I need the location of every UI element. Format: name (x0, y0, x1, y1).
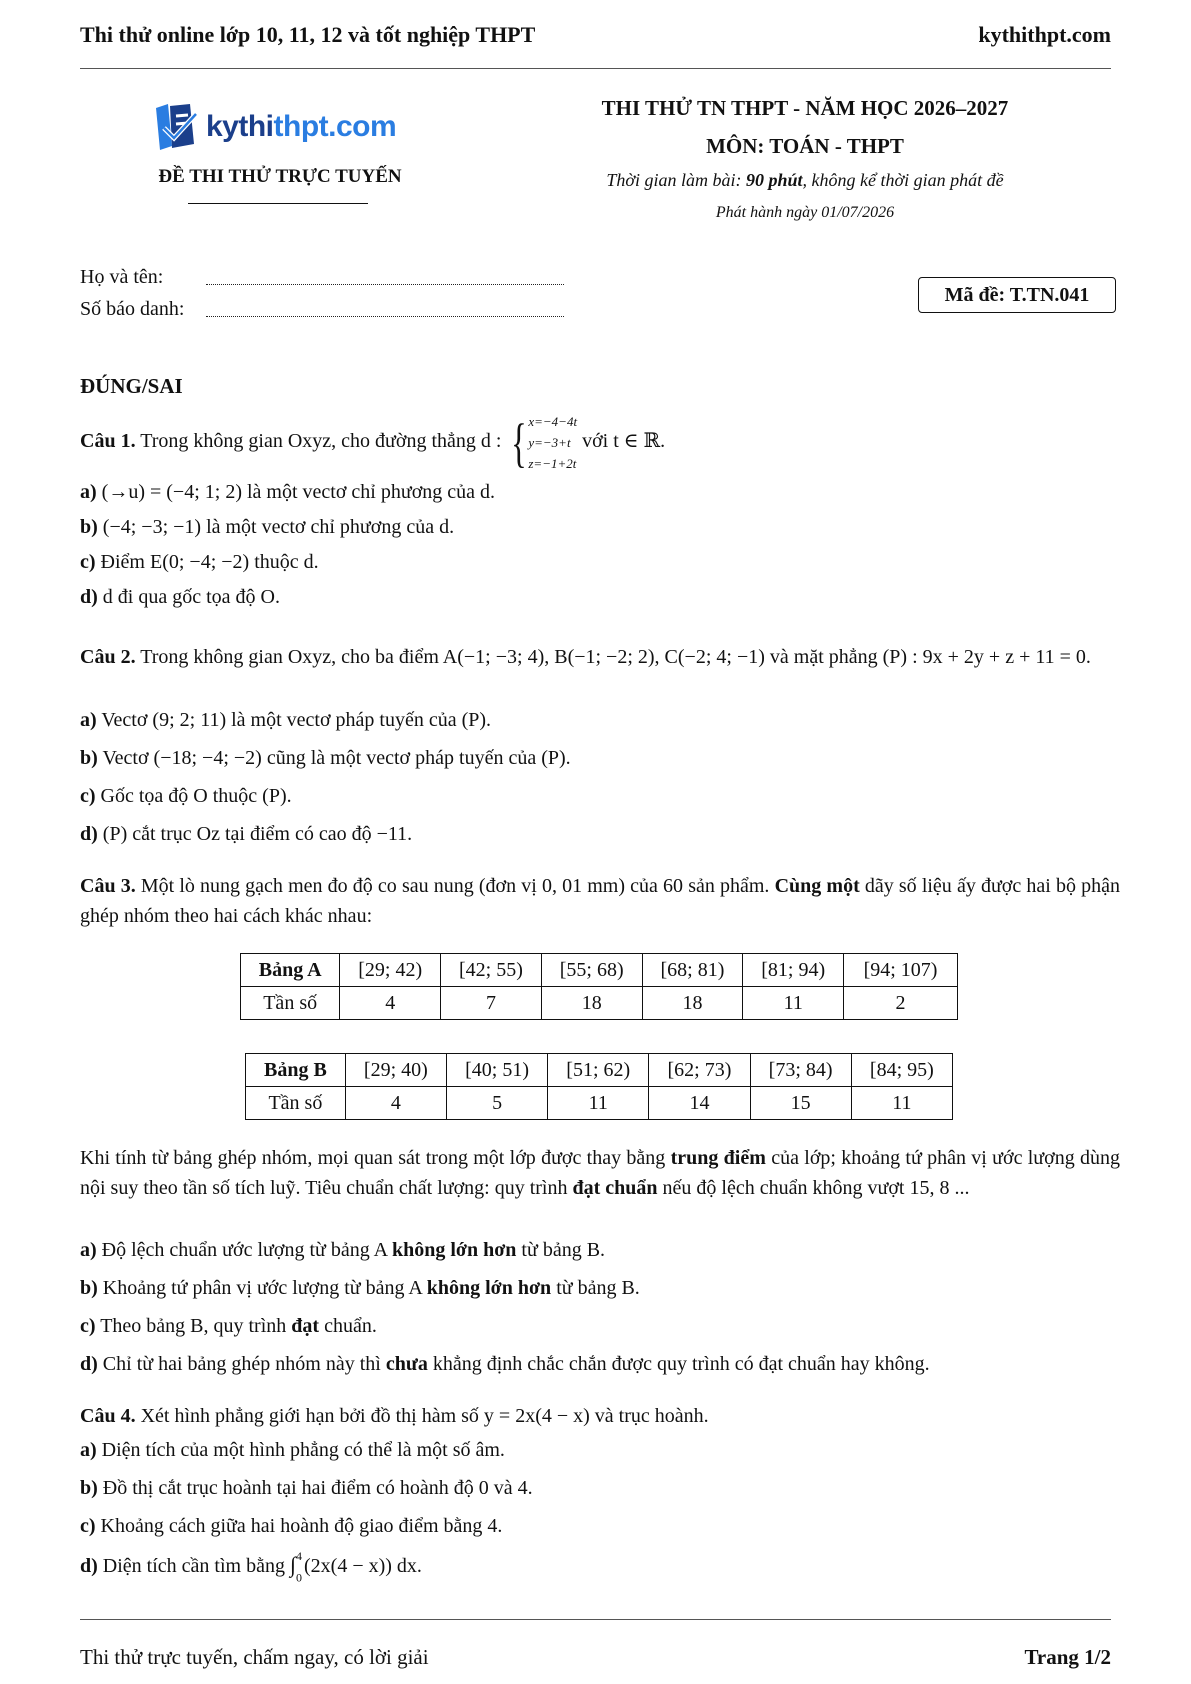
opt-label: a) (80, 709, 97, 731)
system-lines (528, 411, 577, 474)
q4-option-d (80, 1550, 1120, 1585)
q4-option-c (80, 1512, 1120, 1540)
q1-option-d (80, 583, 1120, 611)
q3-option-c (80, 1312, 1120, 1340)
sys-line-1: x=−4−4t (528, 414, 578, 429)
table-b-bin: [29; 40) (345, 1054, 446, 1087)
q4-text: Xét hình phẳng giới hạn bởi đồ thị hàm số y = 2x(4 − x) và trục hoành. (140, 1405, 709, 1427)
exam-time (540, 170, 1070, 191)
q3-c-post: chuẩn. (319, 1315, 377, 1337)
q3-d-post: khẳng định chắc chắn được quy trình có đạt chuẩn hay không. (427, 1353, 930, 1375)
q3-text-post: dãy số liệu ấy được hai bộ phận ghép nhóm theo hai cách khác nhau: (80, 875, 1120, 927)
exam-code-box: Mã đề: T.TN.041 (918, 277, 1116, 313)
table-a-freq: 4 (340, 987, 441, 1020)
note-part-2: của lớp; khoảng tứ phân vị ước lượng dùng nội suy theo tần số tích luỹ. Tiêu chuẩn chất lượng: quy trình (80, 1147, 1121, 1199)
q2-d-text: (P) cắt trục Oz tại điểm có cao độ −11. (102, 823, 413, 845)
integral-upper: 4 (296, 1549, 302, 1563)
name-dotted-line[interactable] (206, 268, 564, 285)
q4-option-a (80, 1436, 1120, 1464)
q3-a-pre: Độ lệch chuẩn ước lượng từ bảng A (101, 1239, 392, 1261)
header-left: Thi thử online lớp 10, 11, 12 và tốt nghiệp THPT (80, 22, 536, 47)
opt-label: d) (80, 586, 98, 608)
opt-label: c) (80, 551, 96, 573)
q3-option-a (80, 1236, 1120, 1264)
q1-tail: với t ∈ ℝ. (582, 430, 666, 453)
q1-label: Câu 1. (80, 430, 136, 453)
q2-option-b (80, 744, 1120, 772)
id-label: Số báo danh: (80, 298, 185, 320)
opt-label: b) (80, 1477, 98, 1499)
note-part-3: nếu độ lệch chuẩn không vượt 15, 8 ... (657, 1177, 970, 1199)
q2-c-text: Gốc tọa độ O thuộc (P). (100, 785, 292, 807)
q3-b-bold: không lớn hơn (426, 1277, 552, 1299)
online-exam-title: ĐỀ THI THỬ TRỰC TUYẾN (158, 166, 402, 187)
table-b-freq: 14 (649, 1087, 750, 1120)
table-b-head: Bảng B (246, 1054, 346, 1087)
table-a-bin: [55; 68) (541, 954, 642, 987)
table-b-bin: [51; 62) (548, 1054, 649, 1087)
brace-glyph: { (511, 412, 528, 473)
time-pre: Thời gian làm bài: (606, 170, 746, 190)
table-a-freq: 18 (642, 987, 743, 1020)
table-a-freq: 2 (844, 987, 958, 1020)
table-b-header-row (246, 1054, 953, 1087)
q3-a-post: từ bảng B. (516, 1239, 606, 1261)
table-b-bin: [40; 51) (446, 1054, 547, 1087)
table-a-bin: [94; 107) (844, 954, 958, 987)
q3-d-pre: Chỉ từ hai bảng ghép nhóm này thì (102, 1353, 386, 1375)
table-a-bin: [42; 55) (441, 954, 542, 987)
name-label: Họ và tên: (80, 266, 164, 288)
table-b-bin: [62; 73) (649, 1054, 750, 1087)
site-logo (150, 102, 396, 152)
release-date: Phát hành ngày 01/07/2026 (715, 204, 895, 221)
table-a-bin: [29; 42) (340, 954, 441, 987)
table-a-freq-label: Tần số (241, 987, 340, 1020)
q1-equation-system (506, 411, 577, 474)
exam-subject: MÔN: TOÁN - THPT (706, 134, 904, 158)
header-site: kythithpt.com (978, 22, 1111, 47)
page-header (80, 22, 1111, 48)
sys-line-3: z=−1+2t (528, 456, 577, 471)
integral-lower: 0 (296, 1570, 302, 1585)
opt-label: a) (80, 1239, 97, 1261)
note-bold-2: đạt chuẩn (572, 1177, 658, 1199)
sys-line-2: y=−3+t (528, 435, 571, 450)
table-b-freq: 4 (345, 1087, 446, 1120)
logo-wordmark (206, 110, 396, 144)
note-part-1: Khi tính từ bảng ghép nhóm, mọi quan sát trong một lớp được thay bằng (80, 1147, 671, 1169)
section-title: ĐÚNG/SAI (80, 374, 183, 398)
q2-option-d (80, 820, 1120, 848)
table-b-freq: 11 (851, 1087, 952, 1120)
footer-left: Thi thử trực tuyến, chấm ngay, có lời giải (80, 1645, 429, 1669)
time-post: , không kể thời gian phát đề (802, 170, 1004, 190)
q3-b-post: từ bảng B. (551, 1277, 640, 1299)
q1-c-text: Điểm E(0; −4; −2) thuộc d. (100, 551, 319, 573)
q4-label: Câu 4. (80, 1405, 136, 1427)
q1-option-a (80, 478, 1120, 506)
table-b-bin: [84; 95) (851, 1054, 952, 1087)
name-field[interactable] (80, 266, 564, 289)
table-a-freq-row (241, 987, 958, 1020)
q3-d-bold: chưa (385, 1353, 428, 1375)
table-a-bin: [68; 81) (642, 954, 743, 987)
q2-stem (80, 642, 1120, 672)
opt-label: d) (80, 1555, 98, 1578)
q1-stem (80, 411, 1120, 474)
q4-c-text: Khoảng cách giữa hai hoành độ giao điểm bằng 4. (100, 1515, 503, 1537)
exam-title: THI THỬ TN THPT - NĂM HỌC 2026–2027 (601, 96, 1009, 120)
q3-option-b (80, 1274, 1120, 1302)
q3-option-d (80, 1350, 1120, 1378)
q3-b-pre: Khoảng tứ phân vị ước lượng từ bảng A (102, 1277, 427, 1299)
table-a-bin: [81; 94) (743, 954, 844, 987)
table-b-freq: 5 (446, 1087, 547, 1120)
table-b-freq: 15 (750, 1087, 851, 1120)
q3-a-bold: không lớn hơn (391, 1239, 517, 1261)
q1-text: Trong không gian Oxyz, cho đường thẳng d : (140, 430, 502, 453)
time-bold: 90 phút (746, 170, 803, 190)
q4-option-b (80, 1474, 1120, 1502)
opt-label: b) (80, 1277, 98, 1299)
q4-stem (80, 1402, 1120, 1430)
table-a-header-row (241, 954, 958, 987)
table-b-bin: [73; 84) (750, 1054, 851, 1087)
table-b-freq-row (246, 1087, 953, 1120)
frequency-table-b (245, 1053, 953, 1120)
q1-a-text: (→u) = (−4; 1; 2) là một vectơ chỉ phương của d. (101, 481, 496, 503)
q4-a-text: Diện tích của một hình phẳng có thể là một số âm. (101, 1439, 505, 1461)
q3-text-pre: Một lò nung gạch men đo độ co sau nung (đơn vị 0, 01 mm) của 60 sản phẩm. (140, 875, 775, 897)
logo-part-2: thpt.com (273, 110, 397, 143)
logo-icon (150, 102, 202, 152)
table-a-freq: 7 (441, 987, 542, 1020)
opt-label: b) (80, 516, 98, 538)
opt-label: b) (80, 747, 98, 769)
header-rule (80, 68, 1111, 69)
opt-label: c) (80, 1515, 96, 1537)
id-dotted-line[interactable] (206, 300, 564, 317)
q1-d-text: d đi qua gốc tọa độ O. (102, 586, 280, 608)
table-b-freq: 11 (548, 1087, 649, 1120)
opt-label: d) (80, 1353, 98, 1375)
table-a-freq: 11 (743, 987, 844, 1020)
page-number: Trang 1/2 (1024, 1645, 1111, 1669)
q3-label: Câu 3. (80, 875, 136, 897)
q4-d-pre: Diện tích cần tìm bằng (102, 1555, 290, 1578)
frequency-table-a (240, 953, 958, 1020)
q3-c-pre: Theo bảng B, quy trình (100, 1315, 292, 1337)
table-a-head: Bảng A (241, 954, 340, 987)
q2-label: Câu 2. (80, 646, 136, 668)
q2-option-c (80, 782, 1120, 810)
table-a-freq: 18 (541, 987, 642, 1020)
q1-b-text: (−4; −3; −1) là một vectơ chỉ phương của d. (102, 516, 455, 538)
q2-option-a (80, 706, 1120, 734)
q3-c-bold: đạt (291, 1315, 320, 1337)
q4-d-post: (2x(4 − x)) dx. (304, 1555, 422, 1578)
opt-label: c) (80, 785, 96, 807)
footer-rule (80, 1619, 1111, 1620)
candidate-id-field[interactable] (80, 298, 564, 321)
q2-text: Trong không gian Oxyz, cho ba điểm A(−1; −3; 4), B(−1; −2; 2), C(−2; 4; −1) và mặt phẳng (P) : 9x + 2y + z + 11 = 0. (140, 646, 1091, 668)
q3-text-bold: Cùng một (774, 875, 860, 897)
opt-label: a) (80, 481, 97, 503)
opt-label: c) (80, 1315, 96, 1337)
integral-sign: ∫ (289, 1552, 296, 1578)
q2-a-text: Vectơ (9; 2; 11) là một vectơ pháp tuyến của (P). (101, 709, 492, 731)
opt-label: a) (80, 1439, 97, 1461)
page-footer (80, 1645, 1111, 1670)
q2-b-text: Vectơ (−18; −4; −2) cũng là một vectơ pháp tuyến của (P). (102, 747, 571, 769)
q1-option-b (80, 513, 1120, 541)
q3-stem (80, 871, 1120, 931)
logo-part-1: kythi (206, 110, 274, 143)
table-b-freq-label: Tần số (246, 1087, 346, 1120)
q4-b-text: Đồ thị cắt trục hoành tại hai điểm có hoành độ 0 và 4. (102, 1477, 533, 1499)
q3-note (80, 1143, 1120, 1203)
note-bold-1: trung điểm (670, 1147, 766, 1169)
title-underline (188, 203, 368, 204)
q1-option-c (80, 548, 1120, 576)
opt-label: d) (80, 823, 98, 845)
